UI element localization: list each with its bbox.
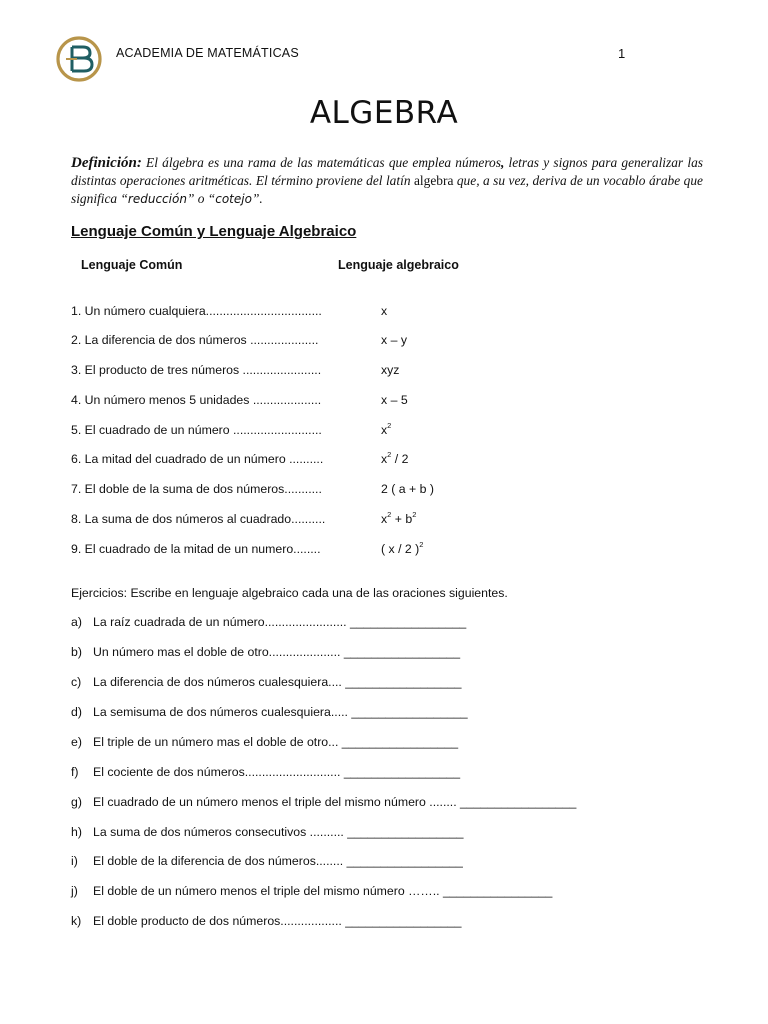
exercise-letter: c): [71, 675, 82, 689]
translation-row-expression: x: [381, 304, 388, 318]
translation-row-expression: x – y: [381, 333, 407, 347]
exercise-letter: h): [71, 825, 82, 839]
meaning-word-reduccion: reducción: [127, 192, 187, 206]
definition-text: El álgebra es una rama de las matemáticas que emplea números: [141, 155, 501, 170]
exponent: 2: [412, 510, 417, 519]
header-org-name: ACADEMIA DE MATEMÁTICAS: [116, 46, 299, 60]
translation-row-expression: x – 5: [381, 393, 408, 407]
definition-label: Definición:: [71, 155, 142, 171]
translation-row-term: 9. El cuadrado de la mitad de un numero........: [71, 542, 321, 556]
exercises-intro: Ejercicios: Escribe en lenguaje algebraico cada una de las oraciones siguientes.: [71, 586, 508, 600]
exponent: 2: [387, 421, 392, 430]
exercise-item: El cociente de dos números............................ _________________: [93, 765, 461, 779]
academy-logo: [56, 35, 102, 83]
section-title: Lenguaje Común y Lenguaje Algebraico: [71, 223, 357, 240]
column-header-algebraic: Lenguaje algebraico: [338, 258, 459, 272]
meaning-word-cotejo: cotejo: [215, 192, 252, 206]
exponent: 2: [387, 450, 392, 459]
exponent: 2: [387, 510, 392, 519]
column-header-common: Lenguaje Común: [81, 258, 183, 272]
definition-text: letras y signos para generalizar las distintas operaciones aritméticas. El término proviene del latín: [71, 155, 703, 188]
translation-row-term: 3. El producto de tres números .......................: [71, 363, 322, 377]
translation-row-term: 2. La diferencia de dos números ....................: [71, 333, 319, 347]
exercise-item: El doble de un número menos el triple del mismo número …….. ________________: [93, 884, 553, 898]
exercise-letter: b): [71, 645, 82, 659]
page-number: 1: [618, 46, 626, 61]
translation-row-expression: $x^2 + b^2$: [381, 510, 417, 526]
definition-text: ”.: [251, 191, 263, 206]
exercise-letter: f): [71, 765, 79, 779]
latin-word: algebra: [413, 173, 454, 188]
exponent: 2: [419, 540, 424, 549]
translation-row-term: 6. La mitad del cuadrado de un número ..........: [71, 452, 324, 466]
translation-row-expression: ( x / 2 )$^2$: [381, 540, 424, 556]
definition-paragraph: [71, 154, 703, 208]
exercise-item: La raíz cuadrada de un número........................ _________________: [93, 615, 467, 629]
translation-row-expression: xyz: [381, 363, 400, 377]
exercise-letter: j): [71, 884, 78, 898]
translation-row-term: 4. Un número menos 5 unidades ....................: [71, 393, 322, 407]
exercise-item: Un número mas el doble de otro..................... _________________: [93, 645, 461, 659]
exercise-letter: d): [71, 705, 82, 719]
exercise-item: El triple de un número mas el doble de otro... _________________: [93, 735, 459, 749]
translation-row-term: 1. Un número cualquiera..................................: [71, 304, 322, 318]
translation-row-expression: $x^2 / 2$: [381, 450, 409, 466]
exercise-item: La diferencia de dos números cualesquiera.... _________________: [93, 675, 462, 689]
exercise-letter: i): [71, 854, 78, 868]
exercise-item: El doble producto de dos números.................. _________________: [93, 914, 462, 928]
definition-text: ” o “: [186, 191, 216, 206]
translation-row-expression: 2 ( a + b ): [381, 482, 434, 496]
page-title: ALGEBRA: [309, 95, 459, 131]
definition-text: que, a su vez, deriva de un vocablo árabe que significa “: [71, 173, 703, 206]
translation-row-expression: $x^2$: [381, 421, 392, 437]
exercise-item: La semisuma de dos números cualesquiera..... _________________: [93, 705, 468, 719]
exercise-letter: g): [71, 795, 82, 809]
exercise-item: El doble de la diferencia de dos números........ _________________: [93, 854, 463, 868]
translation-row-term: 5. El cuadrado de un número ..........................: [71, 423, 322, 437]
translation-row-term: 7. El doble de la suma de dos números...........: [71, 482, 322, 496]
translation-row-term: 8. La suma de dos números al cuadrado..........: [71, 512, 326, 526]
definition-comma: ,: [500, 155, 505, 170]
exercise-letter: a): [71, 615, 82, 629]
exercise-item: La suma de dos números consecutivos .......... _________________: [93, 825, 464, 839]
exercise-letter: k): [71, 914, 82, 928]
exercise-item: El cuadrado de un número menos el triple del mismo número ........ _________________: [93, 795, 577, 809]
exercise-letter: e): [71, 735, 82, 749]
